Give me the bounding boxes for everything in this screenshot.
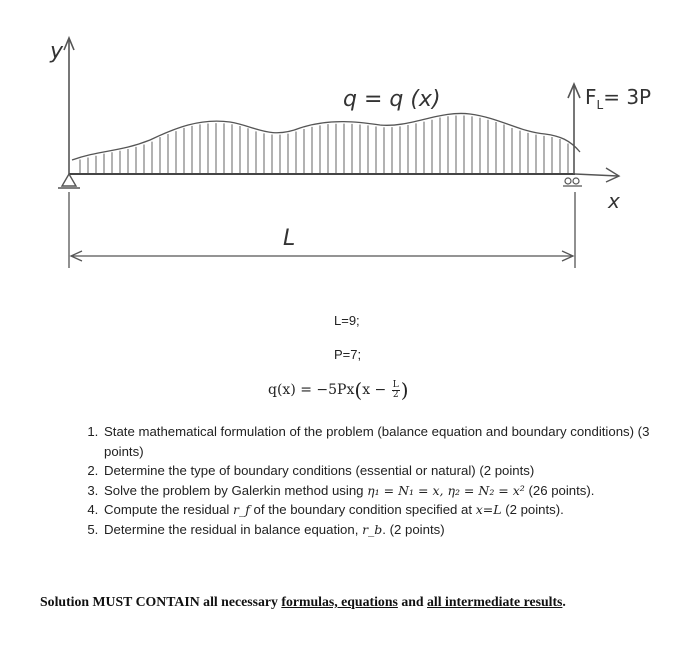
residual-f-symbol: r_f — [233, 502, 250, 517]
load-label: q = q (x) — [343, 87, 441, 112]
length-label: L — [283, 226, 296, 251]
formula-lhs: q(x) = −5Px — [268, 382, 355, 398]
solution-note: Solution MUST CONTAIN all necessary formulas, equations and all intermediate results. — [40, 594, 566, 609]
task-item: 3. Solve the problem by Galerkin method using η₁ = N₁ = x, η₂ = N₂ = x² (26 points). — [102, 481, 672, 501]
force-label — [585, 85, 651, 112]
fraction-denominator: 2 — [392, 389, 399, 400]
force-subscript: L — [596, 98, 604, 112]
x-axis-label: x — [608, 189, 620, 213]
force-symbol: F — [585, 85, 597, 109]
task-item: 2. Determine the type of boundary conditions (essential or natural) (2 points) — [102, 461, 672, 481]
residual-b-symbol: r_b — [362, 521, 383, 537]
beam-sketch — [0, 0, 700, 300]
shape-functions: η₁ = N₁ = x, η₂ = N₂ = x² — [367, 482, 525, 498]
param-force: P=7; — [334, 347, 362, 362]
formula-inner: x − — [362, 382, 387, 398]
y-axis-label: y — [50, 39, 64, 64]
task-list — [78, 422, 672, 539]
formula-fraction — [392, 381, 400, 400]
load-formula: q(x) = −5Px(x − $\frac{L}{2}$ ) — [268, 378, 409, 402]
boundary-location: x=L — [475, 502, 502, 517]
fraction-numerator: L — [392, 379, 399, 390]
task-item: 4. Compute the residual r_f of the boundary condition specified at x=L (2 points). — [102, 500, 672, 520]
force-value: = 3P — [603, 85, 652, 109]
task-item: 1. State mathematical formulation of the problem (balance equation and boundary conditions) (3 points) — [102, 422, 672, 461]
param-length: L=9; — [334, 313, 360, 328]
task-item: 5. Determine the residual in balance equation, r_b. (2 points) — [102, 520, 672, 540]
